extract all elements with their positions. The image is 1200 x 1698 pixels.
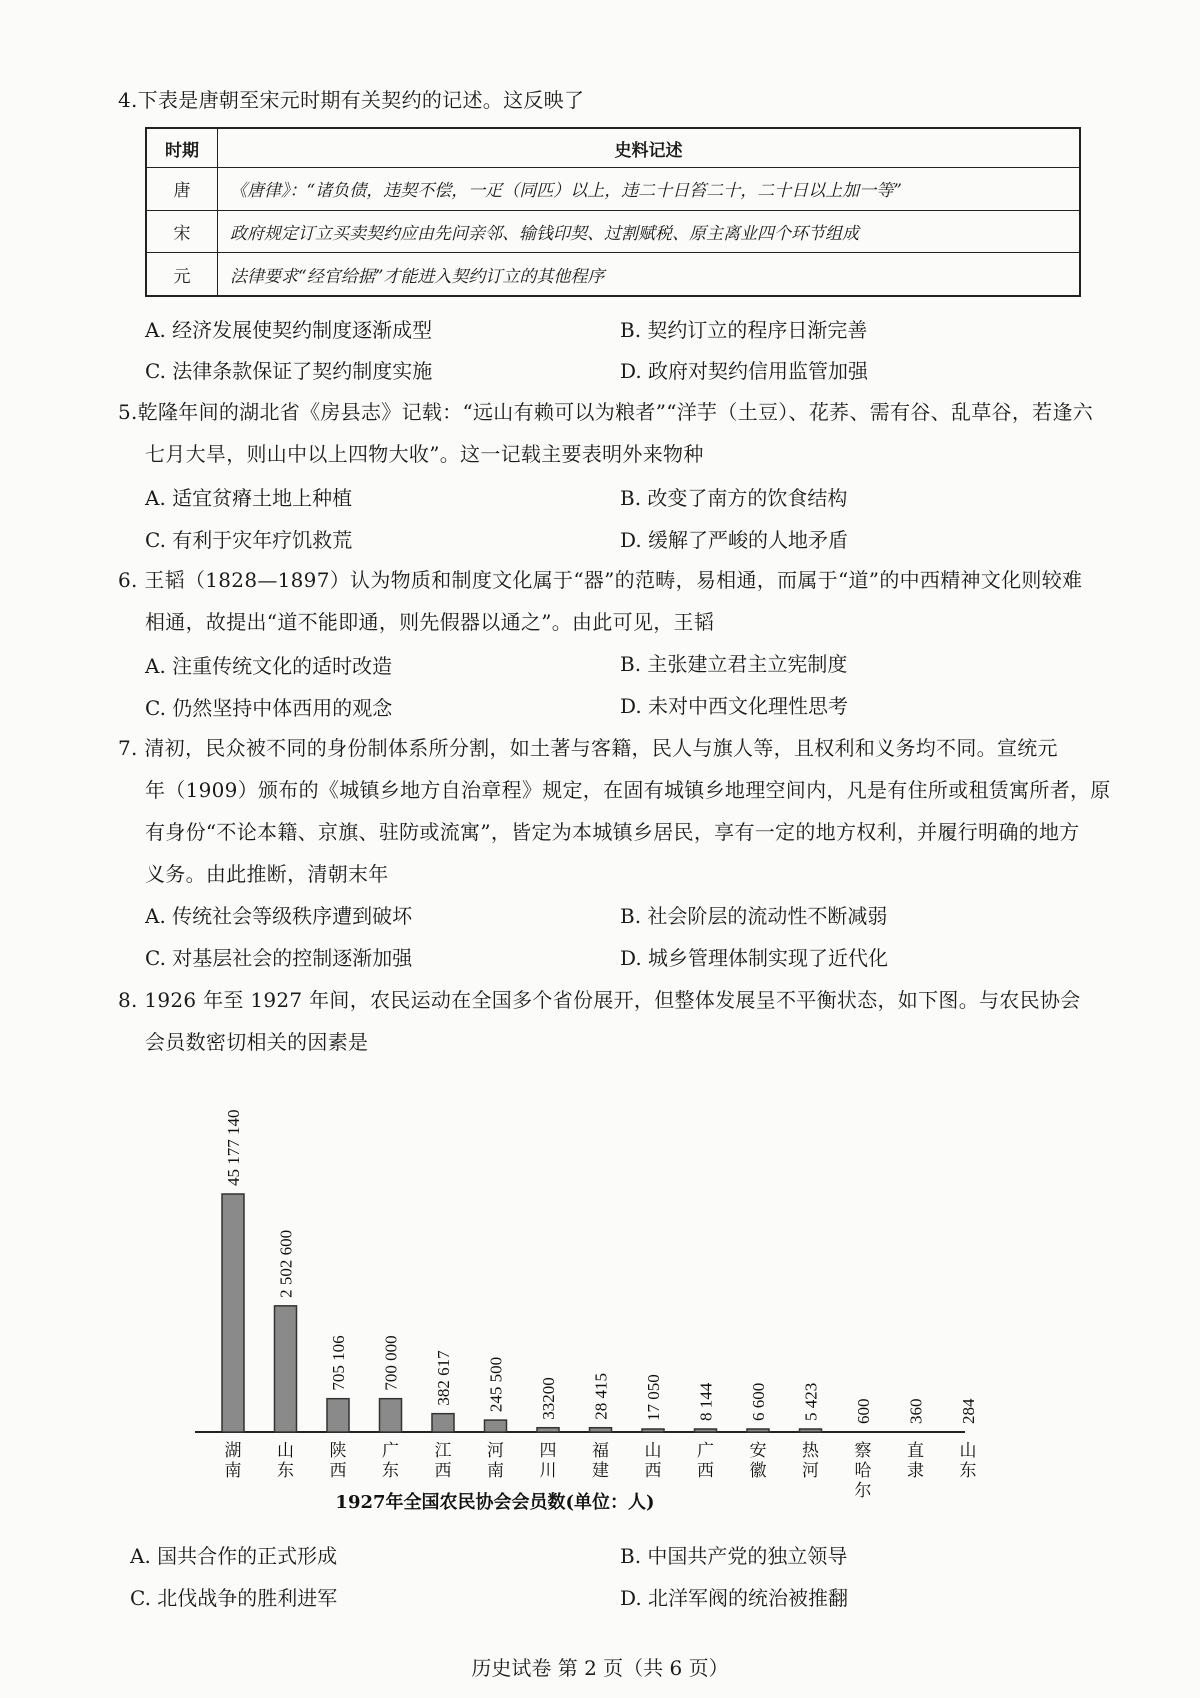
bar-6 — [485, 1420, 507, 1432]
q7-option-a[interactable]: A. 传统社会等级秩序遭到破坏 — [145, 904, 413, 928]
category-label-13-char-3: 尔 — [854, 1481, 872, 1501]
table-cell-record: 《唐律》：“诸负债，违契不偿，一疋（同匹）以上，违二十日笞二十，二十日以上加一等” — [218, 168, 1081, 211]
table-cell-period: 唐 — [146, 168, 218, 211]
category-label-1-char-2: 南 — [224, 1461, 242, 1481]
category-label-13-char-1: 察 — [854, 1441, 872, 1461]
q4-table — [145, 127, 1081, 297]
bar-12 — [800, 1429, 822, 1432]
table-header-row — [146, 128, 1080, 168]
category-label-4-char-1: 广 — [382, 1441, 399, 1461]
category-label-15-char-1: 山 — [959, 1441, 977, 1461]
category-label-12-char-1: 热 — [802, 1441, 819, 1461]
data-label-4: 700 000 — [381, 1335, 401, 1391]
bar-5 — [432, 1414, 454, 1432]
category-label-11-char-1: 安 — [749, 1441, 767, 1461]
category-label-7-char-2: 川 — [539, 1461, 557, 1481]
category-label-5-char-1: 江 — [434, 1441, 452, 1461]
category-label-6-char-2: 南 — [487, 1461, 504, 1481]
category-label-15-char-2: 东 — [959, 1461, 977, 1481]
table-row — [146, 253, 1080, 296]
bar-7 — [537, 1428, 559, 1432]
q6-stem-line2: 相通，故提出“道不能即通，则先假器以通之”。由此可见，王韬 — [145, 610, 715, 634]
table-header-record: 史料记述 — [218, 128, 1081, 168]
q5-option-c[interactable]: C. 有利于灾年疗饥救荒 — [145, 528, 353, 552]
data-label-7: 33200 — [539, 1377, 558, 1420]
q5-stem-line2: 七月大旱，则山中以上四物大收”。这一记载主要表明外来物种 — [145, 442, 704, 466]
q7-option-b[interactable]: B. 社会阶层的流动性不断减弱 — [620, 904, 888, 928]
q4-option-d[interactable]: D. 政府对契约信用监管加强 — [620, 359, 869, 383]
q8-stem-line2: 会员数密切相关的因素是 — [145, 1030, 369, 1054]
q7-stem-line4: 义务。由此推断，清朝末年 — [145, 862, 389, 886]
category-label-10-char-2: 西 — [697, 1461, 714, 1481]
data-label-3: 705 106 — [329, 1335, 348, 1391]
table-row — [146, 168, 1080, 211]
q5-option-b[interactable]: B. 改变了南方的饮食结构 — [620, 486, 848, 510]
table-cell-record: 政府规定订立买卖契约应由先问亲邻、输钱印契、过割赋税、原主离业四个环节组成 — [218, 210, 1081, 253]
q5-stem-line1: 5.乾隆年间的湖北省《房县志》记载：“远山有赖可以为粮者”“洋芋（土豆）、花荞、需有谷、乱草谷，若逢六 — [118, 400, 1094, 424]
farmer-association-chart — [195, 1078, 1075, 1528]
bar-9 — [642, 1429, 664, 1432]
data-label-11: 6 600 — [749, 1382, 768, 1421]
data-label-9: 17 050 — [644, 1374, 663, 1421]
q7-option-c[interactable]: C. 对基层社会的控制逐渐加强 — [145, 946, 413, 970]
table-row — [146, 210, 1080, 253]
q4-stem: 4.下表是唐朝至宋元时期有关契约的记述。这反映了 — [118, 88, 585, 112]
data-label-10: 8 144 — [696, 1382, 716, 1421]
q6-option-a[interactable]: A. 注重传统文化的适时改造 — [145, 654, 393, 678]
q8-option-c[interactable]: C. 北伐战争的胜利进军 — [130, 1586, 338, 1610]
category-label-3-char-2: 西 — [329, 1461, 347, 1481]
q4-option-b[interactable]: B. 契约订立的程序日渐完善 — [620, 318, 868, 342]
table-cell-period: 宋 — [146, 210, 218, 253]
q5-option-d[interactable]: D. 缓解了严峻的人地矛盾 — [620, 528, 849, 552]
q8-option-b[interactable]: B. 中国共产党的独立领导 — [620, 1544, 848, 1568]
q6-stem-line1: 6. 王韬（1828—1897）认为物质和制度文化属于“器”的范畴，易相通，而属于“道”的中西精神文化则较难 — [118, 568, 1083, 592]
bar-1 — [222, 1194, 244, 1432]
category-label-3-char-1: 陕 — [329, 1441, 347, 1461]
q4-option-a[interactable]: A. 经济发展使契约制度逐渐成型 — [145, 318, 433, 342]
bar-11 — [747, 1429, 769, 1432]
category-label-11-char-2: 徽 — [749, 1461, 767, 1481]
table-header-period: 时期 — [146, 128, 218, 168]
q8-option-d[interactable]: D. 北洋军阀的统治被推翻 — [620, 1586, 849, 1610]
q8-stem-line1: 8. 1926 年至 1927 年间，农民运动在全国多个省份展开，但整体发展呈不平衡状态，如下图。与农民协会 — [118, 988, 1081, 1012]
category-label-12-char-2: 河 — [802, 1461, 819, 1481]
data-label-1: 45 177 140 — [224, 1109, 243, 1186]
data-label-8: 28 415 — [591, 1372, 611, 1420]
q7-stem-line3: 有身份“不论本籍、京旗、驻防或流寓”，皆定为本城镇乡居民，享有一定的地方权利，并履行明确的地方 — [145, 820, 1080, 844]
q7-option-d[interactable]: D. 城乡管理体制实现了近代化 — [620, 946, 889, 970]
data-label-13: 600 — [854, 1398, 873, 1424]
category-label-14-char-2: 隶 — [907, 1461, 924, 1481]
q7-stem-line2: 年（1909）颁布的《城镇乡地方自治章程》规定，在固有城镇乡地理空间内，凡是有住所或租赁寓所者，原 — [145, 778, 1111, 802]
category-label-2-char-2: 东 — [277, 1461, 294, 1481]
category-label-14-char-1: 直 — [907, 1441, 924, 1461]
category-label-2-char-1: 山 — [277, 1441, 294, 1461]
data-label-5: 382 617 — [434, 1350, 453, 1406]
bar-10 — [695, 1429, 717, 1432]
chart-title: 1927年全国农民协会会员数(单位：人) — [335, 1492, 655, 1513]
data-label-2: 2 502 600 — [276, 1229, 296, 1298]
q4-option-c[interactable]: C. 法律条款保证了契约制度实施 — [145, 359, 433, 383]
category-label-5-char-2: 西 — [434, 1461, 452, 1481]
category-label-8-char-2: 建 — [592, 1461, 609, 1481]
bar-3 — [327, 1399, 349, 1432]
category-label-8-char-1: 福 — [592, 1441, 609, 1461]
category-label-4-char-2: 东 — [382, 1461, 399, 1481]
data-label-14: 360 — [906, 1398, 926, 1424]
category-label-1-char-1: 湖 — [224, 1441, 242, 1461]
q6-option-d[interactable]: D. 未对中西文化理性思考 — [620, 694, 849, 718]
table-cell-record: 法律要求“经官给据”才能进入契约订立的其他程序 — [218, 253, 1081, 296]
category-label-9-char-1: 山 — [644, 1441, 662, 1461]
q6-option-b[interactable]: B. 主张建立君主立宪制度 — [620, 652, 848, 676]
category-label-7-char-1: 四 — [539, 1441, 557, 1461]
category-label-10-char-1: 广 — [697, 1441, 714, 1461]
table-cell-period: 元 — [146, 253, 218, 296]
q6-option-c[interactable]: C. 仍然坚持中体西用的观念 — [145, 696, 393, 720]
q7-stem-line1: 7. 清初，民众被不同的身份制体系所分割，如土著与客籍，民人与旗人等，且权利和义务均不同。宣统元 — [118, 736, 1058, 760]
data-label-6: 245 500 — [486, 1356, 506, 1413]
category-label-9-char-2: 西 — [644, 1461, 662, 1481]
bar-2 — [275, 1306, 297, 1432]
category-label-13-char-2: 哈 — [854, 1461, 872, 1481]
data-label-15: 284 — [959, 1398, 978, 1424]
data-label-12: 5 423 — [801, 1382, 821, 1421]
page-footer: 历史试卷 第 2 页（共 6 页） — [471, 1656, 729, 1680]
bar-4 — [380, 1399, 402, 1432]
bar-8 — [590, 1428, 612, 1432]
q5-option-a[interactable]: A. 适宜贫瘠土地上种植 — [145, 486, 353, 510]
category-label-6-char-1: 河 — [487, 1441, 504, 1461]
q8-option-a[interactable]: A. 国共合作的正式形成 — [130, 1544, 338, 1568]
